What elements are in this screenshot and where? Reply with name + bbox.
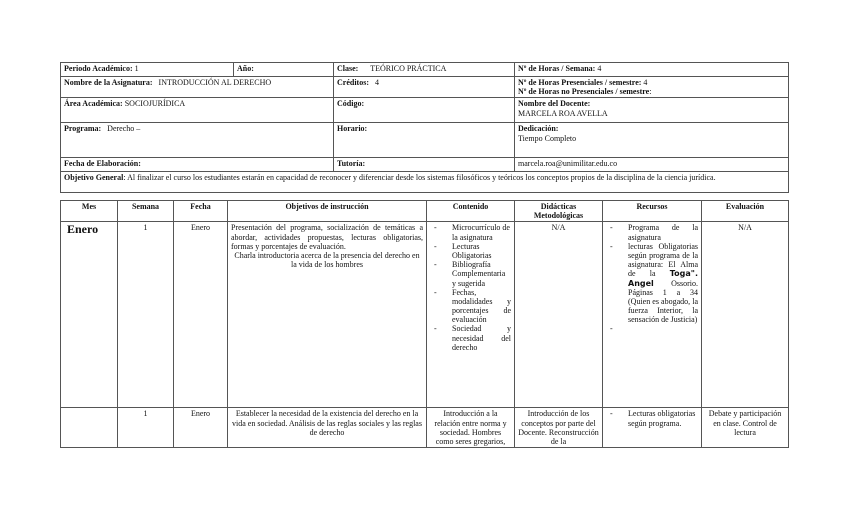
- tutoria-label: Tutoría:: [337, 159, 366, 169]
- semana-cell: 1: [118, 408, 174, 448]
- periodo-value: 1: [134, 64, 139, 73]
- list-item: - Sociedad y necesidad del derecho: [430, 324, 511, 352]
- objetivo-cell: [61, 172, 789, 193]
- recursos-text-2: lecturas Obligatorias según programa de la asignatura: El Alma de la: [628, 241, 698, 279]
- course-info-table: [60, 62, 789, 193]
- list-item: - Lecturas Obligatorias: [430, 242, 511, 260]
- evaluacion-cell: Debate y participación en clase. Control de lectura: [702, 408, 789, 448]
- docente-value: MARCELA ROA AVELLA: [518, 108, 608, 118]
- tutoria-cell: [334, 158, 515, 172]
- recursos-cell: [603, 222, 702, 408]
- recursos-list: [606, 223, 698, 324]
- objetivos-cell: Establecer la necesidad de la existencia del derecho en la vida en sociedad. Análisis de las reglas sociales y las reglas de derecho: [228, 408, 427, 448]
- semana-cell: 1: [118, 222, 174, 408]
- horario-label: Horario:: [337, 124, 368, 134]
- periodo-cell: [61, 63, 234, 77]
- contenido-cell: Introducción a la relación entre norma y sociedad. Hombres como seres gregarios,: [427, 408, 515, 448]
- creditos-value: 4: [375, 78, 379, 87]
- horas-pres-value: 4: [643, 78, 648, 87]
- dedicacion-cell: [515, 123, 789, 158]
- objetivos-text-1: Presentación del programa, socialización de temáticas a abordar, actividades propuestas, lecturas obligatorias, formas y porcentajes de evaluación.: [231, 223, 423, 251]
- dedicacion-label: Dedicación:: [518, 124, 559, 134]
- schedule-header-row: [61, 201, 789, 222]
- table-row: [61, 222, 789, 408]
- recursos-toga: Toga". Angel: [628, 269, 698, 288]
- codigo-cell: [334, 98, 515, 123]
- mes-cell: Enero: [61, 222, 118, 408]
- horario-cell: [334, 123, 515, 158]
- asignatura-label: Nombre de la Asignatura:: [64, 78, 153, 87]
- fecha-cell: Enero: [174, 408, 228, 448]
- objetivo-label: Objetivo General: [64, 173, 124, 183]
- header-recursos: Recursos: [603, 201, 702, 222]
- list-item: - Lecturas obligatorias según programa.: [606, 409, 698, 427]
- recursos-text-3: Ossorio. Páginas 1 a 34 (Quien es abogado, la fuerza Interior, la sensación de Justicia): [628, 278, 698, 325]
- periodo-label: Periodo Académico:: [64, 64, 133, 73]
- list-item: [606, 242, 698, 325]
- contenido-cell: [427, 222, 515, 408]
- codigo-label: Código:: [337, 99, 365, 109]
- programa-cell: [61, 123, 334, 158]
- clase-label: Clase:: [337, 64, 359, 73]
- asignatura-cell: [61, 77, 334, 98]
- recursos-list: [606, 409, 698, 427]
- header-fecha: Fecha: [174, 201, 228, 222]
- clase-cell: [334, 63, 515, 77]
- table-row: [61, 408, 789, 448]
- area-value: SOCIOJURÍDICA: [124, 99, 186, 109]
- schedule-table: [60, 200, 789, 448]
- info-row-asignatura: [61, 77, 789, 98]
- list-item: - Fechas, modalidades y porcentajes de evaluación: [430, 288, 511, 325]
- email-text: marcela.roa@unimilitar.edu.co: [518, 159, 618, 169]
- asignatura-value: INTRODUCCIÓN AL DERECHO: [158, 78, 272, 87]
- ano-cell: [234, 63, 334, 77]
- fecha-cell: [61, 158, 334, 172]
- objetivos-text-2: Charla introductoria acerca de la presencia del derecho en la vida de los hombres: [234, 250, 420, 270]
- horas-presenciales-cell: Nº de Horas Presenciales / semestre: 4 Nº de Horas no Presenciales / semestre:: [515, 77, 789, 98]
- programa-value: Derecho –: [107, 124, 141, 134]
- horas-semana-cell: [515, 63, 789, 77]
- info-row-programa: [61, 123, 789, 158]
- info-row-area: [61, 98, 789, 123]
- docente-label: Nombre del Docente:: [518, 99, 591, 109]
- info-row-objetivo: [61, 172, 789, 193]
- info-row-periodo: [61, 63, 789, 77]
- list-item: - Programa de la asignatura: [606, 223, 698, 241]
- contenido-list: [430, 223, 511, 352]
- recursos-cell: [603, 408, 702, 448]
- creditos-cell: [334, 77, 515, 98]
- horas-semana-label: Nº de Horas / Semana:: [518, 64, 596, 73]
- header-evaluacion: Evaluación: [702, 201, 789, 222]
- clase-value: TEÓRICO PRÁCTICA: [370, 64, 447, 73]
- didacticas-cell: Introducción de los conceptos por parte del Docente. Reconstrucción de la: [515, 408, 603, 448]
- list-item: - Bibliografía Complementaria y sugerida: [430, 260, 511, 288]
- area-label: Área Académica:: [64, 99, 123, 109]
- header-didacticas: Didácticas Metodológicas: [515, 201, 603, 222]
- header-objetivos: Objetivos de instrucción: [228, 201, 427, 222]
- header-mes: Mes: [61, 201, 118, 222]
- dedicacion-value: Tiempo Completo: [518, 133, 577, 143]
- docente-cell: [515, 98, 789, 123]
- evaluacion-cell: N/A: [702, 222, 789, 408]
- horas-pres-label: Nº de Horas Presenciales / semestre:: [518, 78, 642, 87]
- horas-semana-value: 4: [597, 64, 602, 73]
- header-semana: Semana: [118, 201, 174, 222]
- horas-nopres-label: Nº de Horas no Presenciales / semestre: [518, 87, 650, 97]
- fecha-cell: Enero: [174, 222, 228, 408]
- email-cell: [515, 158, 789, 172]
- area-cell: [61, 98, 334, 123]
- didacticas-cell: N/A: [515, 222, 603, 408]
- list-item: - Microcurrículo de la asignatura: [430, 223, 511, 241]
- programa-label: Programa:: [64, 124, 102, 134]
- info-row-fecha: [61, 158, 789, 172]
- header-contenido: Contenido: [427, 201, 515, 222]
- fecha-label: Fecha de Elaboración:: [64, 159, 141, 169]
- objetivo-value: : Al finalizar el curso los estudiantes estarán en capacidad de reconocer y diferenciar desde los sistemas filosóficos y teóricos los conceptos propios de la disciplina de la ciencia jurídica.: [123, 173, 716, 183]
- creditos-label: Créditos:: [337, 78, 369, 87]
- mes-cell-empty: [61, 408, 118, 448]
- ano-label: Año:: [237, 64, 254, 73]
- objetivos-cell: [228, 222, 427, 408]
